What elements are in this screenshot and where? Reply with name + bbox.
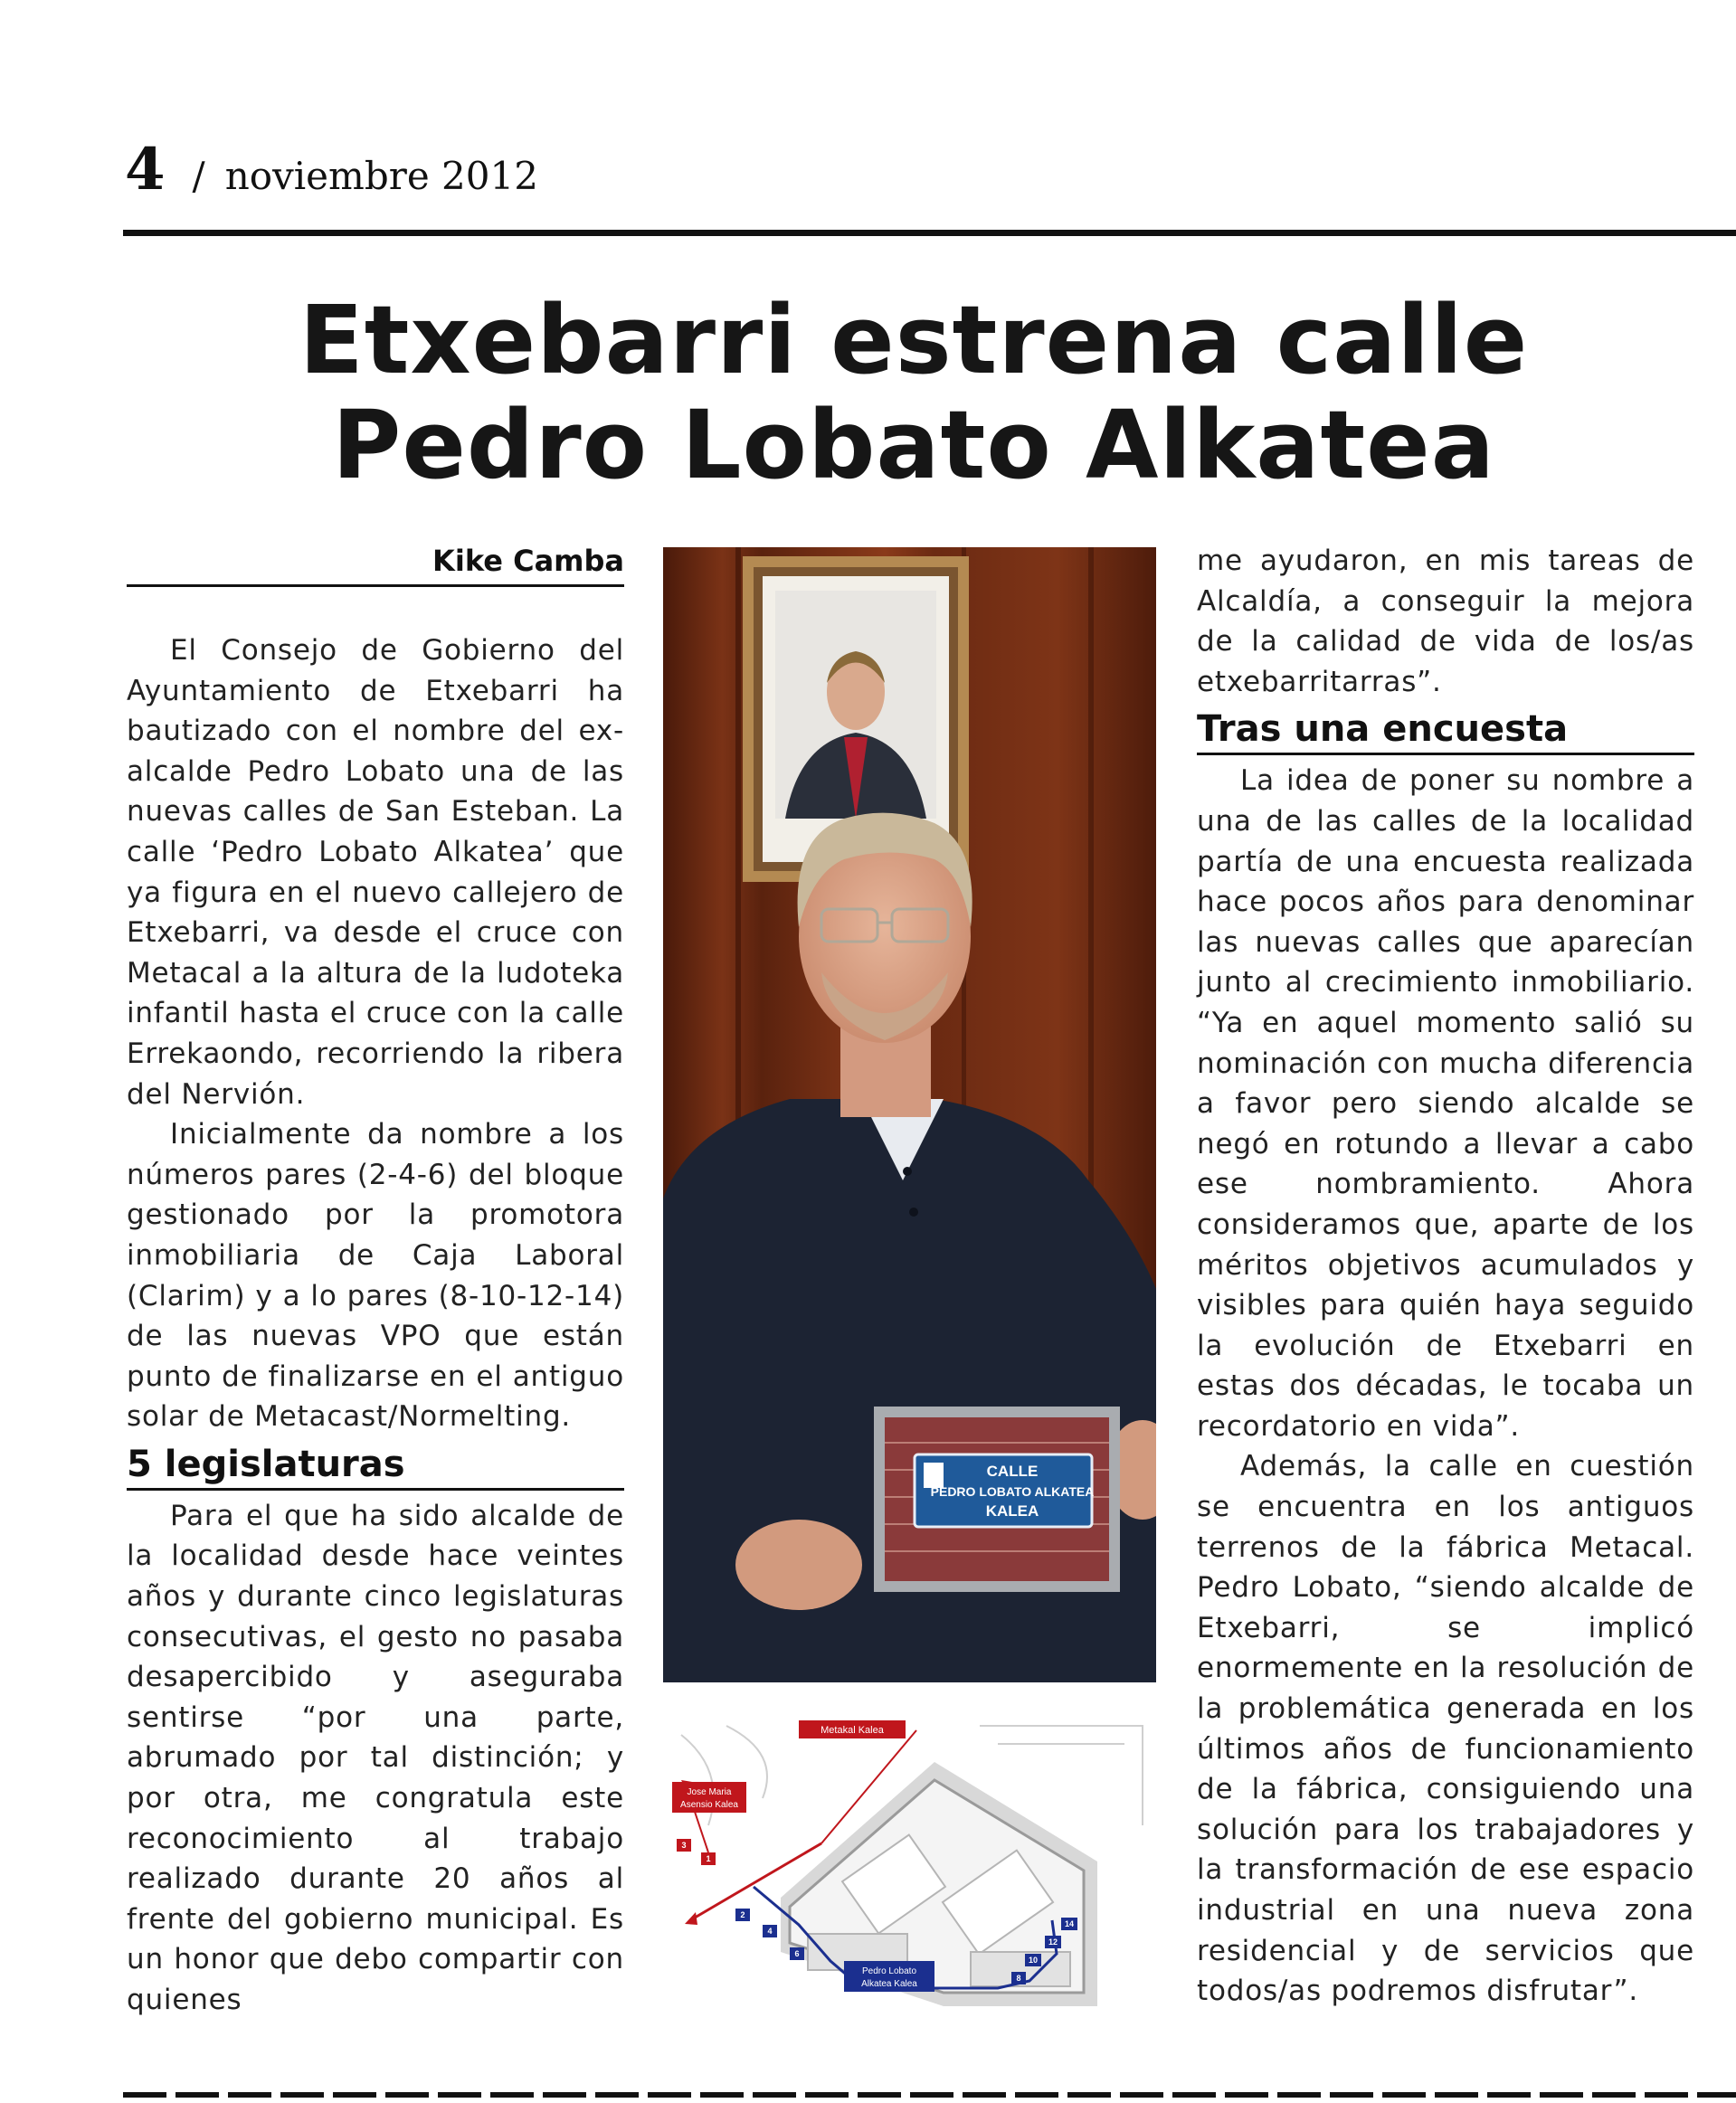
map-number-1: 1 [706,1854,711,1863]
map-number-14: 14 [1064,1919,1075,1928]
left-column [127,541,624,2021]
article-headline [127,285,1701,500]
map-number-4: 4 [767,1927,773,1936]
map-label-lobato-1: Pedro Lobato [861,1966,917,1976]
issue-date: noviembre 2012 [224,154,538,198]
header-separator: / [192,154,205,198]
header-rule [123,230,1736,236]
paragraph: Para el que ha sido alcalde de la localidad desde hace veintes años y durante cinco legislaturas consecutivas, el gesto no pasaba desapercibido y aseguraba sentirse “por una parte, abrumado por tal distinción; y por otra, me congratula este reconocimiento al trabajo realizado durante 20 años al frente del gobierno municipal. Es un honor que debo compartir con quienes [127,1499,624,2016]
map-label-asensio-2: Asensio Kalea [680,1800,738,1810]
paragraph: El Consejo de Gobierno del Ayuntamiento de Etxebarri ha bautizado con el nombre del ex-alcalde Pedro Lobato una de las nuevas calles de San Esteban. La calle ‘Pedro Lobato Alkatea’ que ya figura en el nuevo callejero de Etxebarri, va desde el cruce con Metacal a la altura de la ludoteka infantil hasta el cruce con la calle Errekaondo, recorriendo la ribera del Nervión. [127,634,624,1111]
map-number-3: 3 [681,1841,687,1850]
page-number: 4 [125,136,166,204]
sign-line-3: KALEA [985,1502,1039,1520]
headline-line-2: Pedro Lobato Alkatea [332,390,1495,500]
portrait-photo [663,547,1156,1682]
right-column [1197,541,1694,2012]
footer-rule [123,2092,1736,2098]
street-map-graphic [672,1717,1152,2024]
map-label-metakal: Metakal Kalea [821,1725,884,1736]
map-label-lobato-2: Alkatea Kalea [861,1979,917,1989]
paragraph-continuation: me ayudaron, en mis tareas de Alcaldía, a conseguir la mejora de la calidad de vida de los/as etxebarritarras”. [1197,545,1694,698]
street-map [672,1717,1152,2024]
headline-line-1: Etxebarri estrena calle [299,285,1529,395]
subheading-legislaturas: 5 legislaturas [127,1441,624,1491]
paragraph: Además, la calle en cuestión se encuentra en los antiguos terrenos de la fábrica Metacal. Pedro Lobato, “siendo alcalde de Etxebarri, se implicó enormemente en la resolución de la problemática generada en los últimos años de funcionamiento de la fábrica, consiguiendo una solución para los trabajadores y la transformación de ese espacio industrial en una nueva zona residencial y de servicios que todos/as podremos disfrutar”. [1197,1450,1694,2008]
map-number-10: 10 [1028,1956,1039,1965]
subheading-encuesta: Tras una encuesta [1197,706,1694,755]
paragraph: Inicialmente da nombre a los números pares (2-4-6) del bloque gestionado por la promotora inmobiliaria de Caja Laboral (Clarim) y a lo pares (8-10-12-14) de las nuevas VPO que están punto de finalizarse en el antiguo solar de Metacast/Normelting. [127,1118,624,1434]
map-number-12: 12 [1048,1937,1058,1947]
paragraph: La idea de poner su nombre a una de las calles de la localidad partía de una encuesta realizada hace pocos años para denominar las nuevas calles que aparecían junto al crecimiento inmobiliario. “Ya en aquel momento salió su nominación con mucha diferencia a favor pero siendo alcalde se negó en rotundo a llevar a cabo ese nombramiento. Ahora consideramos que, aparte de los méritos objetivos acumulados y visibles para quién haya seguido la evolución de Etxebarri en estas dos décadas, le tocaba un recordatorio en vida”. [1197,764,1694,1443]
author-byline: Kike Camba [127,541,624,587]
map-number-2: 2 [740,1910,745,1919]
map-label-asensio-1: Jose Maria [687,1787,732,1797]
map-number-6: 6 [794,1949,800,1958]
sign-line-2: PEDRO LOBATO ALKATEA [930,1484,1095,1499]
map-number-8: 8 [1016,1974,1021,1983]
sign-line-1: CALLE [986,1463,1039,1480]
page-header [125,136,538,204]
article-photo [663,547,1156,1682]
